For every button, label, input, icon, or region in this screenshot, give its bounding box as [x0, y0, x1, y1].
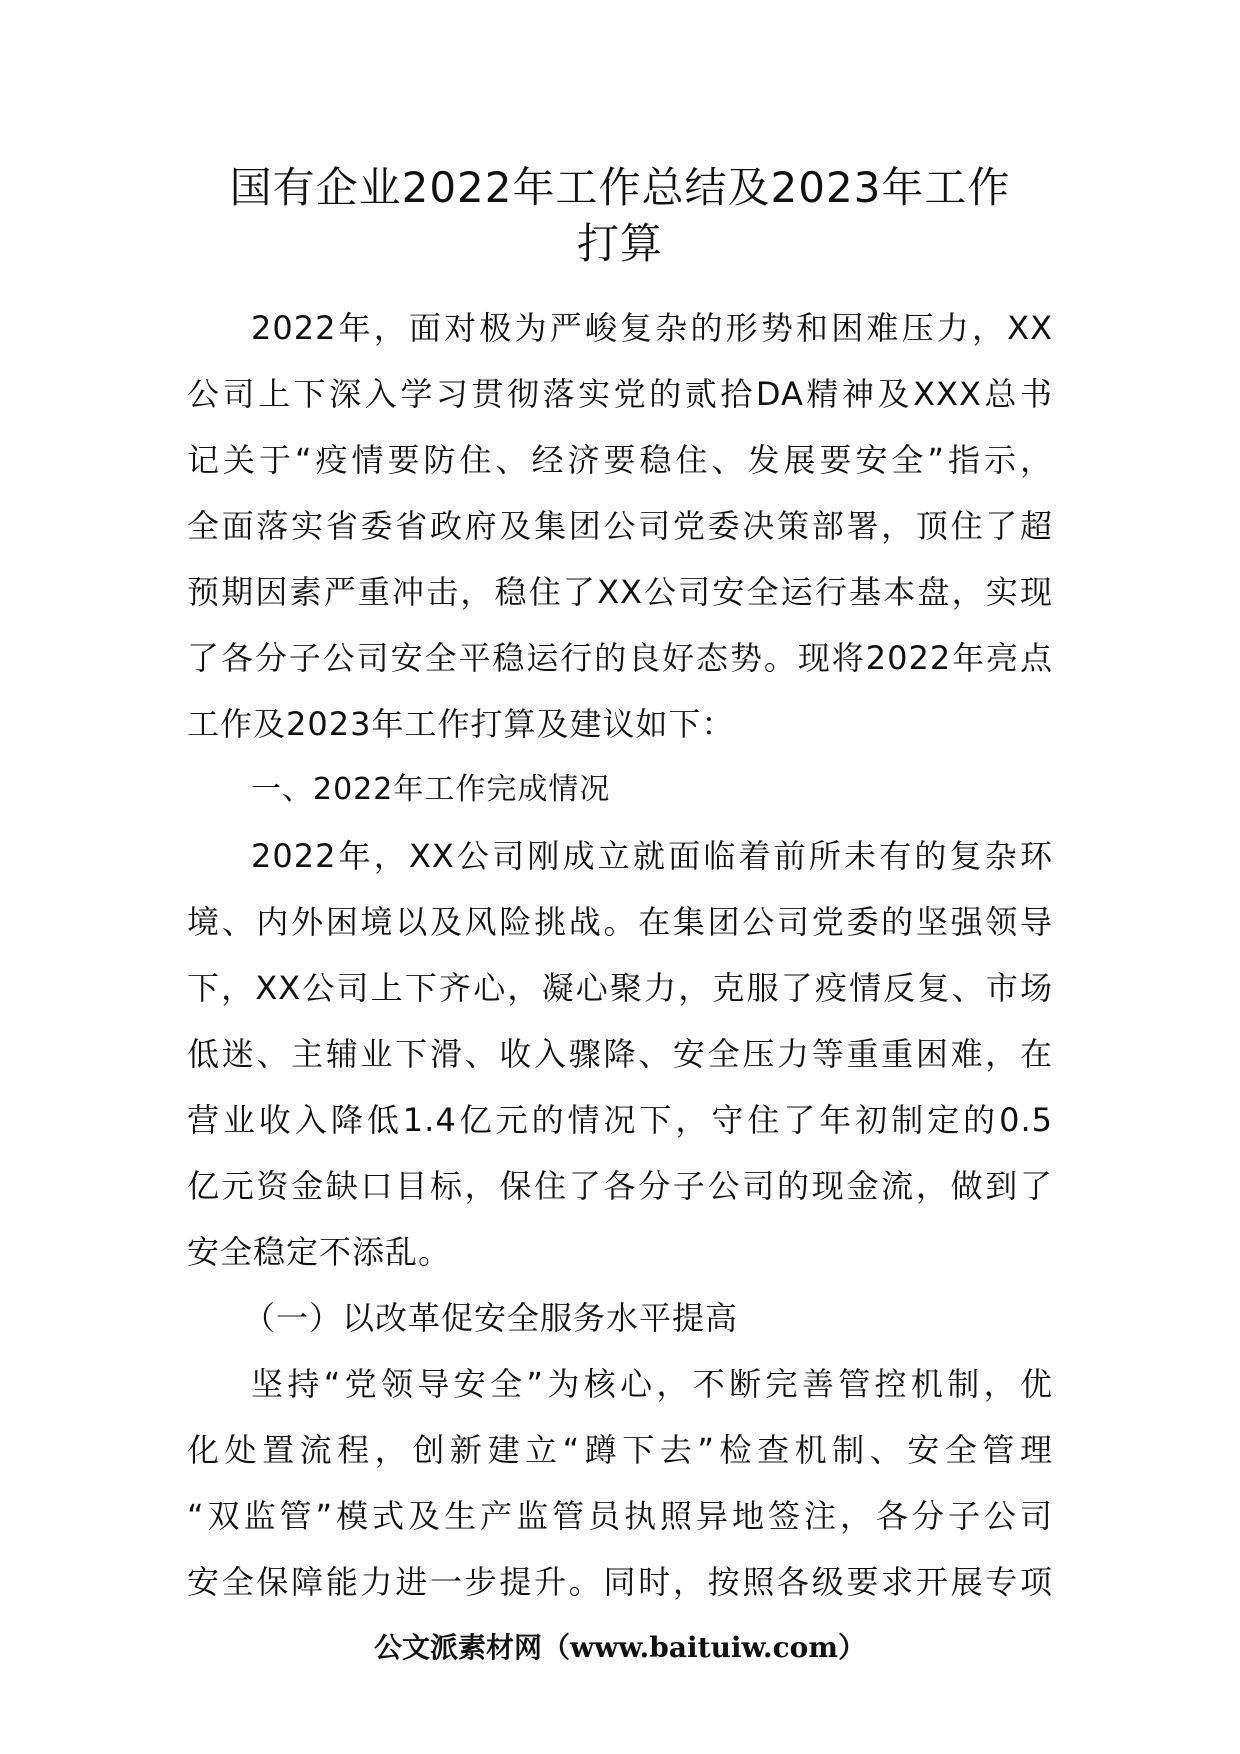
paragraph-line: 全面落实省委省政府及集团公司党委决策部署，顶住了超 [187, 507, 1053, 545]
paragraph-line: 预期因素严重冲击，稳住了XX公司安全运行基本盘，实现 [187, 573, 1053, 611]
paragraph-line: 记关于“疫情要防住、经济要稳住、发展要安全”指示， [187, 441, 1053, 479]
paragraph-line: 安全保障能力进一步提升。同时，按照各级要求开展专项 [187, 1563, 1053, 1601]
title-line-2: 打算 [576, 219, 663, 268]
subsection-heading: （一）以改革促安全服务水平提高 [243, 1299, 739, 1337]
paragraph-line: 2022年，面对极为严峻复杂的形势和困难压力，XX [251, 309, 1053, 347]
footer-watermark: 公文派素材网（www.baituiw.com） [374, 1631, 866, 1664]
paragraph-line: 了各分子公司安全平稳运行的良好态势。现将2022年亮点 [187, 639, 1053, 677]
paragraph-line: 化处置流程，创新建立“蹲下去”检查机制、安全管理 [187, 1431, 1053, 1469]
paragraph-line: 低迷、主辅业下滑、收入骤降、安全压力等重重困难，在 [187, 1035, 1053, 1073]
paragraph-line: 营业收入降低1.4亿元的情况下，守住了年初制定的0.5 [187, 1101, 1053, 1139]
paragraph-line: 亿元资金缺口目标，保住了各分子公司的现金流，做到了 [187, 1167, 1053, 1205]
paragraph-line: 境、内外困境以及风险挑战。在集团公司党委的坚强领导 [187, 903, 1053, 941]
document-title [150, 160, 1090, 272]
section-heading: 一、2022年工作完成情况 [251, 772, 611, 807]
paragraph-line: 2022年，XX公司刚成立就面临着前所未有的复杂环 [251, 837, 1053, 875]
document-body [187, 295, 1053, 1615]
paragraph-line: “双监管”模式及生产监管员执照异地签注，各分子公司 [187, 1497, 1053, 1535]
paragraph-line: 工作及2023年工作打算及建议如下： [187, 705, 735, 743]
title-line-1: 国有企业2022年工作总结及2023年工作 [229, 163, 1011, 212]
paragraph-line: 坚持“党领导安全”为核心，不断完善管控机制，优 [251, 1365, 1053, 1403]
paragraph-line: 下，XX公司上下齐心，凝心聚力，克服了疫情反复、市场 [187, 969, 1053, 1007]
paragraph-line: 安全稳定不添乱。 [187, 1233, 452, 1271]
paragraph-line: 公司上下深入学习贯彻落实党的贰拾DA精神及XXX总书 [187, 375, 1053, 413]
